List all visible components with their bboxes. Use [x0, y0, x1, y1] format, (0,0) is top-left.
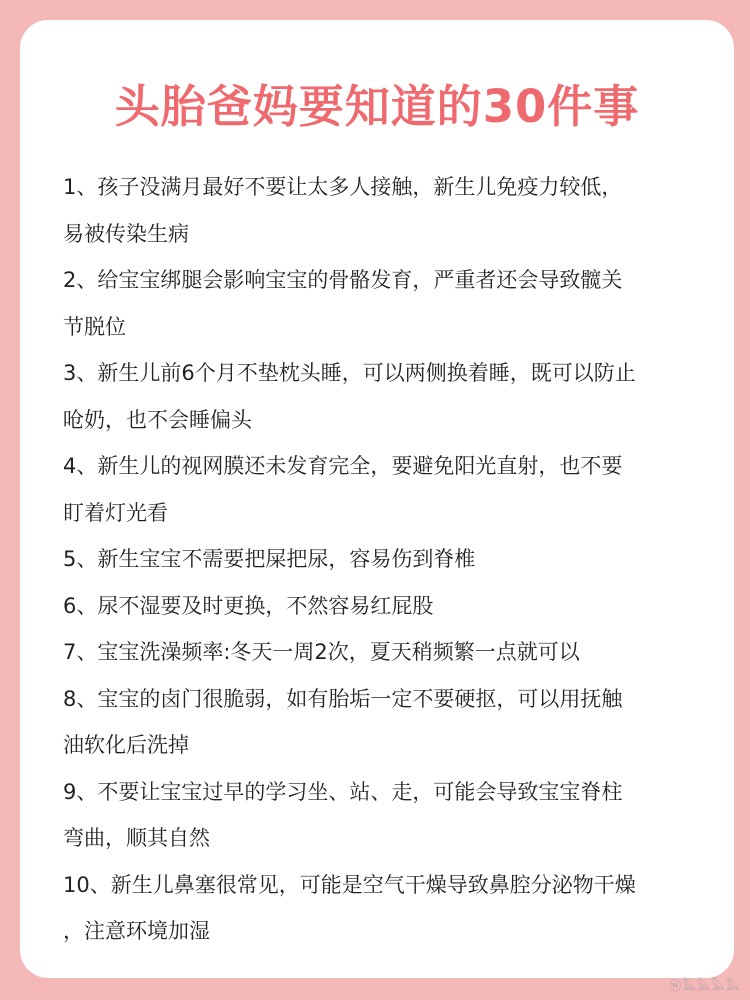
list-item-line: 2、给宝宝绑腿会影响宝宝的骨骼发育，严重者还会导致髋关 [63, 268, 623, 292]
content-card [20, 20, 734, 978]
page-title: 头胎爸妈要知道的30件事 [114, 80, 640, 133]
list-item-line: 5、新生宝宝不需要把屎把尿，容易伤到脊椎 [63, 547, 476, 571]
list-item-line: 8、宝宝的卤门很脆弱，如有胎垢一定不要硬抠，可以用抚触 [63, 686, 623, 711]
list-item-line: 3、新生儿前6个月不垫枕头睡，可以两侧换着睡，既可以防止 [63, 361, 636, 385]
list-item [63, 676, 710, 769]
list-item-line: 易被传染生病 [63, 221, 189, 246]
list-item-line: 呛奶，也不会睡偏头 [63, 407, 252, 432]
list-item-line: 油软化后洗掉 [63, 733, 189, 757]
list-item-line: 4、新生儿的视网膜还未发育完全，要避免阳光直射，也不要 [63, 454, 623, 478]
list-item-line: 6、尿不湿要及时更换，不然容易红屁股 [63, 593, 434, 618]
list-item [63, 629, 710, 676]
list-item-line: 9、不要让宝宝过早的学习坐、站、走，可能会导致宝宝脊柱 [63, 779, 623, 804]
list-item-line: ，注意环境加湿 [63, 919, 210, 943]
list-item-line: 弯曲，顺其自然 [63, 826, 210, 850]
list-item [63, 443, 710, 536]
list-item [63, 583, 710, 630]
list-item [63, 257, 710, 350]
list-item [63, 536, 710, 583]
list-item-line: 盯着灯光看 [63, 500, 168, 525]
list-item-line: 1、孩子没满月最好不要让太多人接触，新生儿免疫力较低， [63, 175, 623, 199]
list-item [63, 164, 710, 257]
list-item-line: 节脱位 [63, 314, 126, 339]
list-item [63, 862, 710, 955]
watermark: ⓦ𓅓𓅓𓅓𓅓 [669, 979, 740, 993]
list-item-line: 7、宝宝洗澡频率:冬天一周2次，夏天稍频繁一点就可以 [63, 640, 580, 664]
tips-list [63, 164, 710, 955]
list-item-line: 10、新生儿鼻塞很常见，可能是空气干燥导致鼻腔分泌物干燥 [63, 872, 636, 897]
list-item [63, 769, 710, 862]
list-item [63, 350, 710, 443]
